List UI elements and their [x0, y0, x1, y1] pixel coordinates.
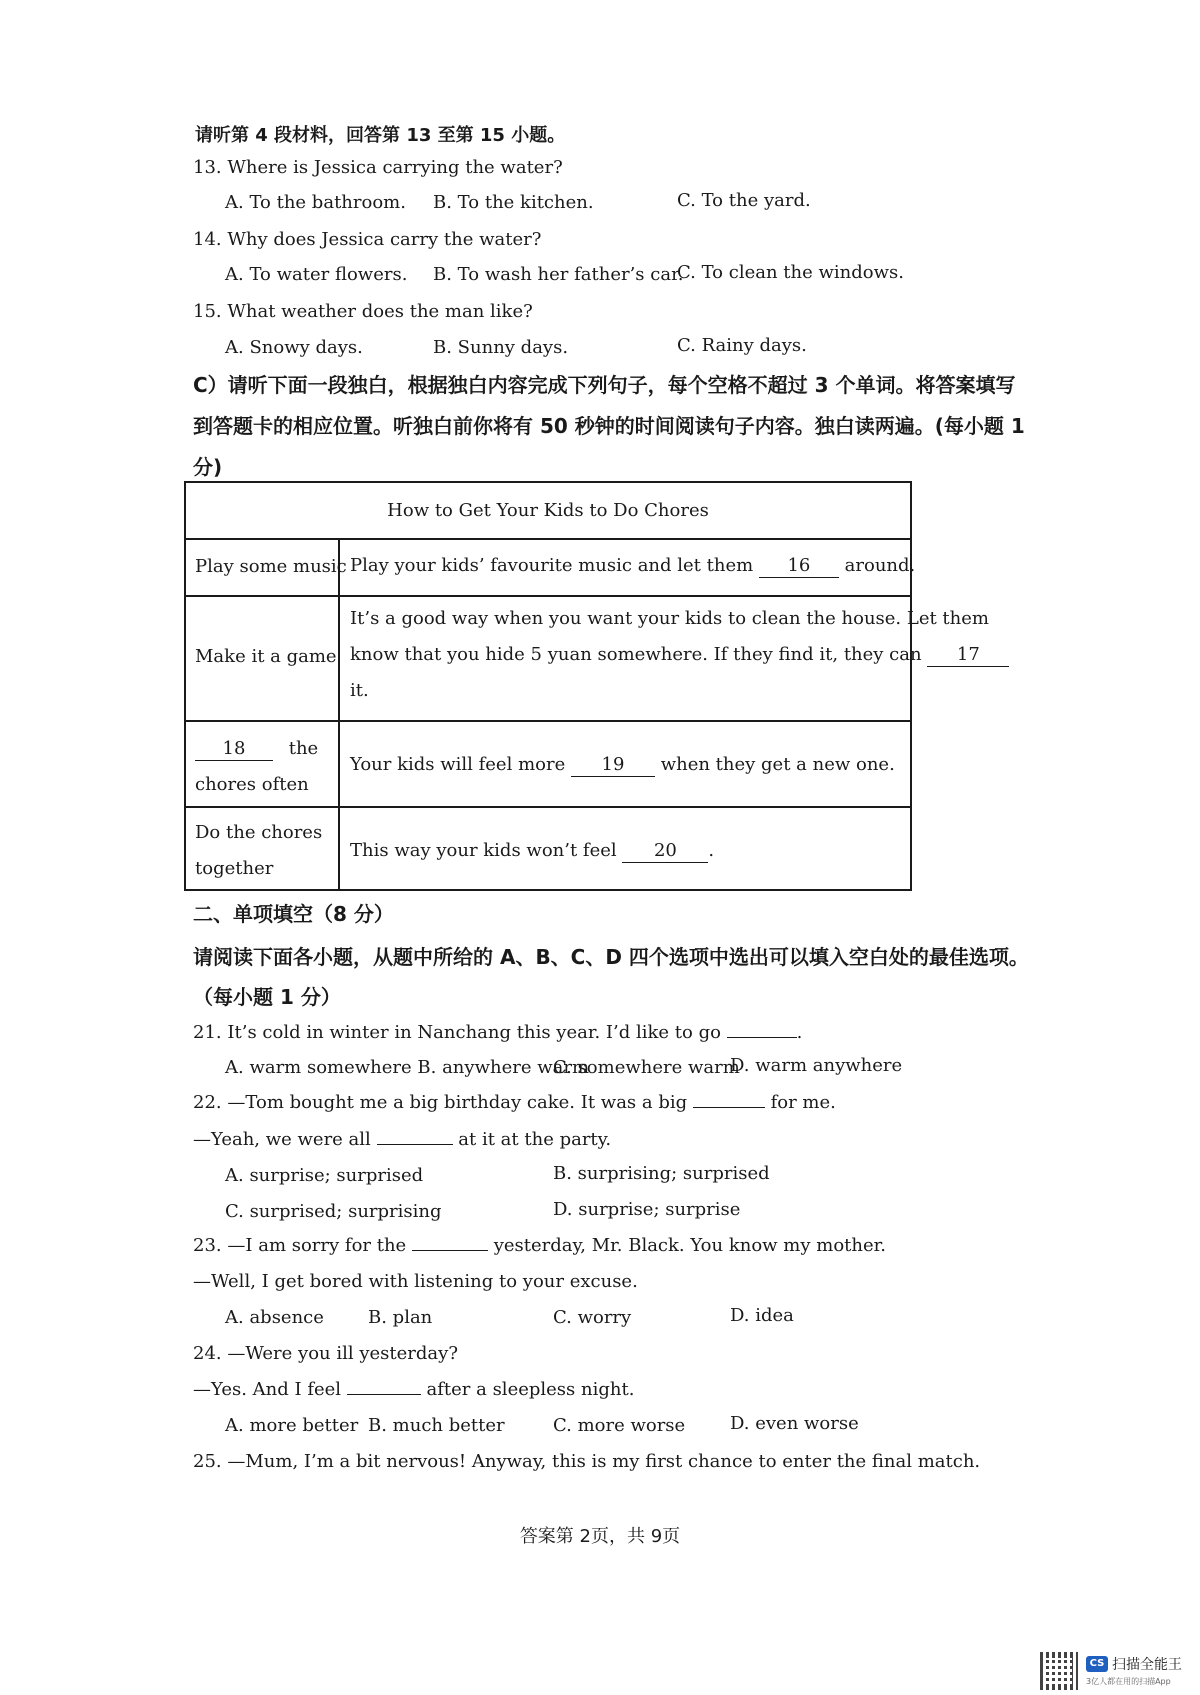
option-24d: D. even worse [730, 1413, 859, 1434]
scanner-brand-name: 扫描全能王 [1112, 1657, 1182, 1673]
question-23 [193, 1234, 886, 1258]
table-title: How to Get Your Kids to Do Chores [387, 500, 709, 521]
blank-23 [412, 1250, 488, 1251]
question-text: What weather does the man like? [227, 301, 533, 322]
question-text: Where is Jessica carrying the water? [227, 157, 563, 178]
row1-text [350, 548, 915, 584]
blank-17: 17 [927, 644, 1009, 667]
question-23-reply: —Well, I get bored with listening to your excuse. [193, 1271, 638, 1292]
question-text-b: for me. [770, 1092, 836, 1113]
option-23a: A. absence [225, 1307, 324, 1328]
question-text-a: —I am sorry for the [227, 1235, 407, 1256]
question-number: 21. [193, 1022, 222, 1043]
section-c-instruction-3: 分) [193, 455, 223, 479]
question-24-reply [193, 1378, 634, 1402]
row3-label-b: chores often [195, 774, 309, 795]
question-text: —Mum, I’m a bit nervous! Anyway, this is my first chance to enter the final match. [227, 1451, 981, 1472]
row2-line2 [350, 637, 1009, 673]
question-25 [193, 1450, 980, 1474]
option-13b: B. To the kitchen. [433, 192, 594, 213]
option-15a: A. Snowy days. [225, 337, 363, 358]
question-21: 21. It’s cold in winter in Nanchang this year. I’d like to go . [193, 1022, 803, 1043]
blank-22b [377, 1144, 453, 1145]
question-text: Why does Jessica carry the water? [227, 229, 542, 250]
option-22d: D. surprise; surprise [553, 1199, 741, 1220]
row3-label-a [195, 731, 318, 767]
option-13c: C. To the yard. [677, 190, 811, 211]
row3-text-b: when they get a new one. [660, 754, 895, 775]
question-15 [193, 300, 533, 324]
option-15b: B. Sunny days. [433, 337, 569, 358]
question-number: 24. [193, 1343, 222, 1364]
qr-code-icon [1040, 1652, 1078, 1690]
row4-text-a: This way your kids won’t feel [350, 840, 617, 861]
option-21ab: A. warm somewhere B. anywhere warm [225, 1057, 590, 1078]
question-22 [193, 1091, 836, 1115]
row2-label: Make it a game [195, 646, 337, 667]
reply-text-a: —Yeah, we were all [193, 1129, 371, 1150]
option-22b: B. surprising; surprised [553, 1163, 770, 1184]
question-text-a: —Tom bought me a big birthday cake. It was a big [227, 1092, 688, 1113]
row2-line2-text: know that you hide 5 yuan somewhere. If they find it, they can [350, 644, 922, 665]
option-24a: A. more better [225, 1415, 359, 1436]
page-footer: 答案第 2页，共 9页 [519, 1526, 681, 1547]
row4-text [350, 833, 714, 869]
option-14a: A. To water flowers. [225, 264, 408, 285]
option-21c: C. somewhere warm [553, 1057, 740, 1078]
option-23b: B. plan [368, 1307, 433, 1328]
option-14c: C. To clean the windows. [677, 262, 904, 283]
row2-line3: it. [350, 680, 369, 701]
question-13 [193, 156, 563, 180]
question-text-b: yesterday, Mr. Black. You know my mother. [493, 1235, 886, 1256]
question-number: 13. [193, 157, 222, 178]
option-15c: C. Rainy days. [677, 335, 807, 356]
part2-instruction-2: （每小题 1 分） [193, 985, 341, 1009]
option-14b: B. To wash her father’s car. [433, 264, 684, 285]
option-21d: D. warm anywhere [730, 1055, 903, 1076]
part2-heading: 二、单项填空（8 分） [193, 902, 394, 926]
question-22-reply [193, 1128, 611, 1152]
row2-line1: It’s a good way when you want your kids to clean the house. Let them [350, 608, 989, 629]
blank-19: 19 [571, 754, 655, 777]
section-c-instruction-2: 到答题卡的相应位置。听独白前你将有 50 秒钟的时间阅读句子内容。独白读两遍。(每小题 1 [193, 414, 1025, 438]
row1-label: Play some music [195, 556, 347, 577]
option-23c: C. worry [553, 1307, 632, 1328]
reply-text-b: at it at the party. [458, 1129, 612, 1150]
blank-20: 20 [622, 840, 708, 863]
option-13a: A. To the bathroom. [225, 192, 406, 213]
question-number: 14. [193, 229, 222, 250]
reply-text-b: after a sleepless night. [426, 1379, 635, 1400]
listening-intro: 请听第 4 段材料，回答第 13 至第 15 小题。 [195, 125, 566, 146]
row4-text-b: . [708, 840, 715, 861]
option-24b: B. much better [368, 1415, 505, 1436]
blank-21 [727, 1037, 797, 1038]
question-number: 25. [193, 1451, 222, 1472]
question-number: 23. [193, 1235, 222, 1256]
row4-label-b: together [195, 858, 274, 879]
question-number: 22. [193, 1092, 222, 1113]
blank-24 [347, 1394, 421, 1395]
reply-text-a: —Yes. And I feel [193, 1379, 342, 1400]
question-24 [193, 1342, 458, 1366]
blank-22a [693, 1107, 765, 1108]
row3-label-the: the [288, 738, 319, 759]
camscanner-logo-icon: CS [1086, 1656, 1108, 1672]
chores-table [184, 481, 989, 891]
question-text: It’s cold in winter in Nanchang this year. I’d like to go [227, 1022, 721, 1043]
part2-instruction-1: 请阅读下面各小题，从题中所给的 A、B、C、D 四个选项中选出可以填入空白处的最佳选项。 [193, 945, 1029, 969]
option-24c: C. more worse [553, 1415, 686, 1436]
blank-16: 16 [759, 555, 839, 578]
row3-text-a: Your kids will feel more [350, 754, 566, 775]
option-23d: D. idea [730, 1305, 794, 1326]
row4-label-a: Do the chores [195, 822, 323, 843]
blank-18: 18 [195, 738, 273, 761]
option-22c: C. surprised; surprising [225, 1201, 442, 1222]
option-22a: A. surprise; surprised [225, 1165, 424, 1186]
question-number: 15. [193, 301, 222, 322]
row1-text-a: Play your kids’ favourite music and let them [350, 555, 754, 576]
section-c-instruction-1: C）请听下面一段独白，根据独白内容完成下列句子，每个空格不超过 3 个单词。将答案填写 [193, 373, 1016, 397]
question-text: —Were you ill yesterday? [227, 1343, 458, 1364]
question-14 [193, 228, 541, 252]
row3-text [350, 747, 895, 783]
row1-text-b: around. [844, 555, 916, 576]
scanner-tagline: 3亿人都在用的扫描App [1086, 1677, 1171, 1686]
